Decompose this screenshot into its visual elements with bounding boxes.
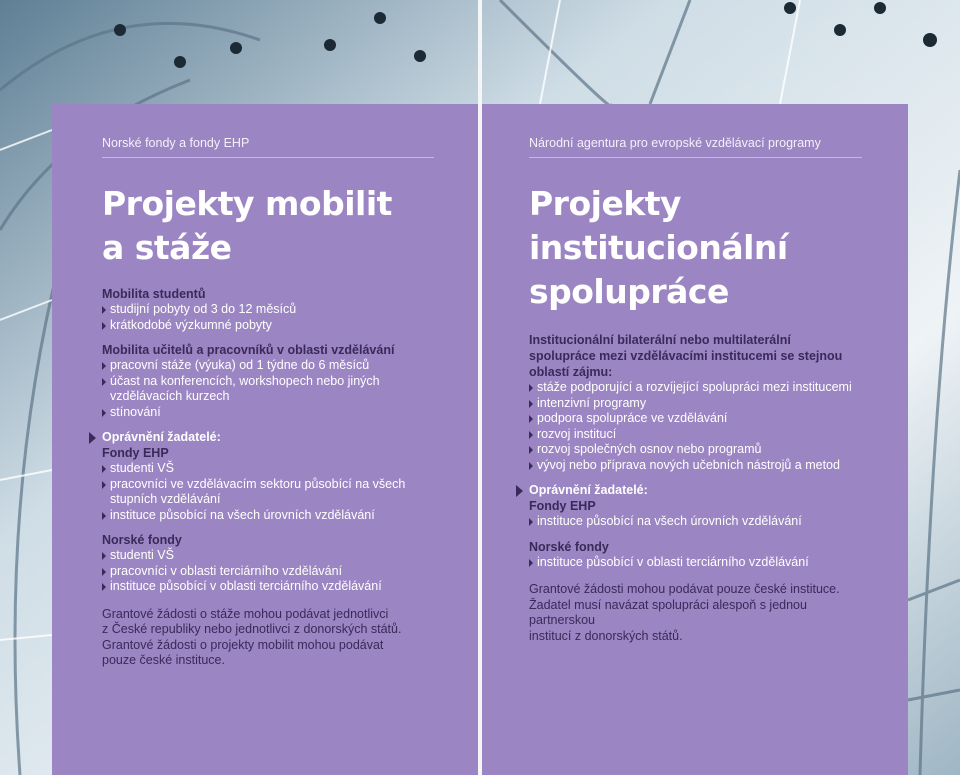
list-item: účast na konferencích, workshopech nebo jiných vzdělávacích kurzech <box>102 374 428 405</box>
section-staff-mobility <box>102 342 428 420</box>
fund-heading: Fondy EHP <box>529 499 596 513</box>
list-item: studenti VŠ <box>102 461 428 477</box>
list-item: stínování <box>102 405 428 421</box>
note-paragraph <box>529 582 856 644</box>
eligibility-label: Oprávnění žadatelé: <box>102 430 221 444</box>
eligibility-ehp <box>529 498 856 530</box>
arrow-icon <box>89 432 96 444</box>
eligibility-norway <box>102 532 428 595</box>
right-kicker: Národní agentura pro evropské vzdělávací programy <box>529 136 862 158</box>
section-cooperation <box>529 332 856 473</box>
note-line: Grantové žádosti mohou podávat pouze české instituce. <box>529 582 840 596</box>
left-title <box>102 182 428 270</box>
title-line: a stáže <box>102 228 232 267</box>
left-kicker: Norské fondy a fondy EHP <box>102 136 434 158</box>
list-item: stáže podporující a rozvíjející spolupráci mezi institucemi <box>529 380 856 396</box>
note-line: Grantové žádosti o projekty mobilit mohou podávat <box>102 637 384 652</box>
note-line: z České republiky nebo jednotlivci z donorských států. <box>102 622 402 636</box>
list-item: instituce působící v oblasti terciárního vzdělávání <box>102 579 428 595</box>
note-line: institucí z donorských států. <box>529 628 683 643</box>
fund-heading: Norské fondy <box>529 539 609 554</box>
fund-heading: Fondy EHP <box>102 446 169 460</box>
title-line: spolupráce <box>529 272 729 311</box>
list-item: rozvoj institucí <box>529 427 856 443</box>
fund-heading: Norské fondy <box>102 533 182 547</box>
list-item: studenti VŠ <box>102 548 428 564</box>
left-panel <box>52 104 478 775</box>
section-heading: Institucionální bilaterální nebo multilaterální spolupráce mezi vzdělávacími institucemi se stejnou oblastí zájmu: <box>529 333 843 379</box>
eligibility-heading <box>529 482 856 498</box>
note-line: Žadatel musí navázat spolupráci alespoň s jednou partnerskou <box>529 597 807 627</box>
list-item: pracovníci ve vzdělávacím sektoru působící na všech stupních vzdělávání <box>102 477 428 508</box>
list-item: pracovníci v oblasti terciárního vzdělávání <box>102 564 428 580</box>
eligibility-norway <box>529 539 856 571</box>
list-item: instituce působící na všech úrovních vzdělávání <box>102 508 428 524</box>
right-title <box>529 182 856 314</box>
title-line: institucionální <box>529 228 788 267</box>
list-item: instituce působící na všech úrovních vzdělávání <box>529 514 856 530</box>
eligibility-ehp <box>102 445 428 523</box>
section-heading: Mobilita učitelů a pracovníků v oblasti vzdělávání <box>102 343 395 357</box>
arrow-icon <box>516 485 523 497</box>
list-item: pracovní stáže (výuka) od 1 týdne do 6 měsíců <box>102 358 428 374</box>
note-line: Grantové žádosti o stáže mohou podávat jednotlivci <box>102 606 389 621</box>
list-item: rozvoj společných osnov nebo programů <box>529 442 856 458</box>
list-item: podpora spolupráce ve vzdělávání <box>529 411 856 427</box>
list-item: studijní pobyty od 3 do 12 měsíců <box>102 302 428 318</box>
list-item: intenzivní programy <box>529 396 856 412</box>
section-student-mobility <box>102 286 428 333</box>
eligibility-label: Oprávnění žadatelé: <box>529 483 648 497</box>
section-heading: Mobilita studentů <box>102 287 206 301</box>
title-line: Projekty <box>529 184 682 223</box>
title-line: Projekty mobilit <box>102 184 392 223</box>
note-paragraph <box>102 607 428 669</box>
list-item: krátkodobé výzkumné pobyty <box>102 318 428 334</box>
right-panel <box>482 104 908 775</box>
eligibility-heading <box>102 429 428 445</box>
note-line: pouze české instituce. <box>102 653 225 667</box>
list-item: vývoj nebo příprava nových učebních nástrojů a metod <box>529 458 856 474</box>
list-item: instituce působící v oblasti terciárního vzdělávání <box>529 555 856 571</box>
